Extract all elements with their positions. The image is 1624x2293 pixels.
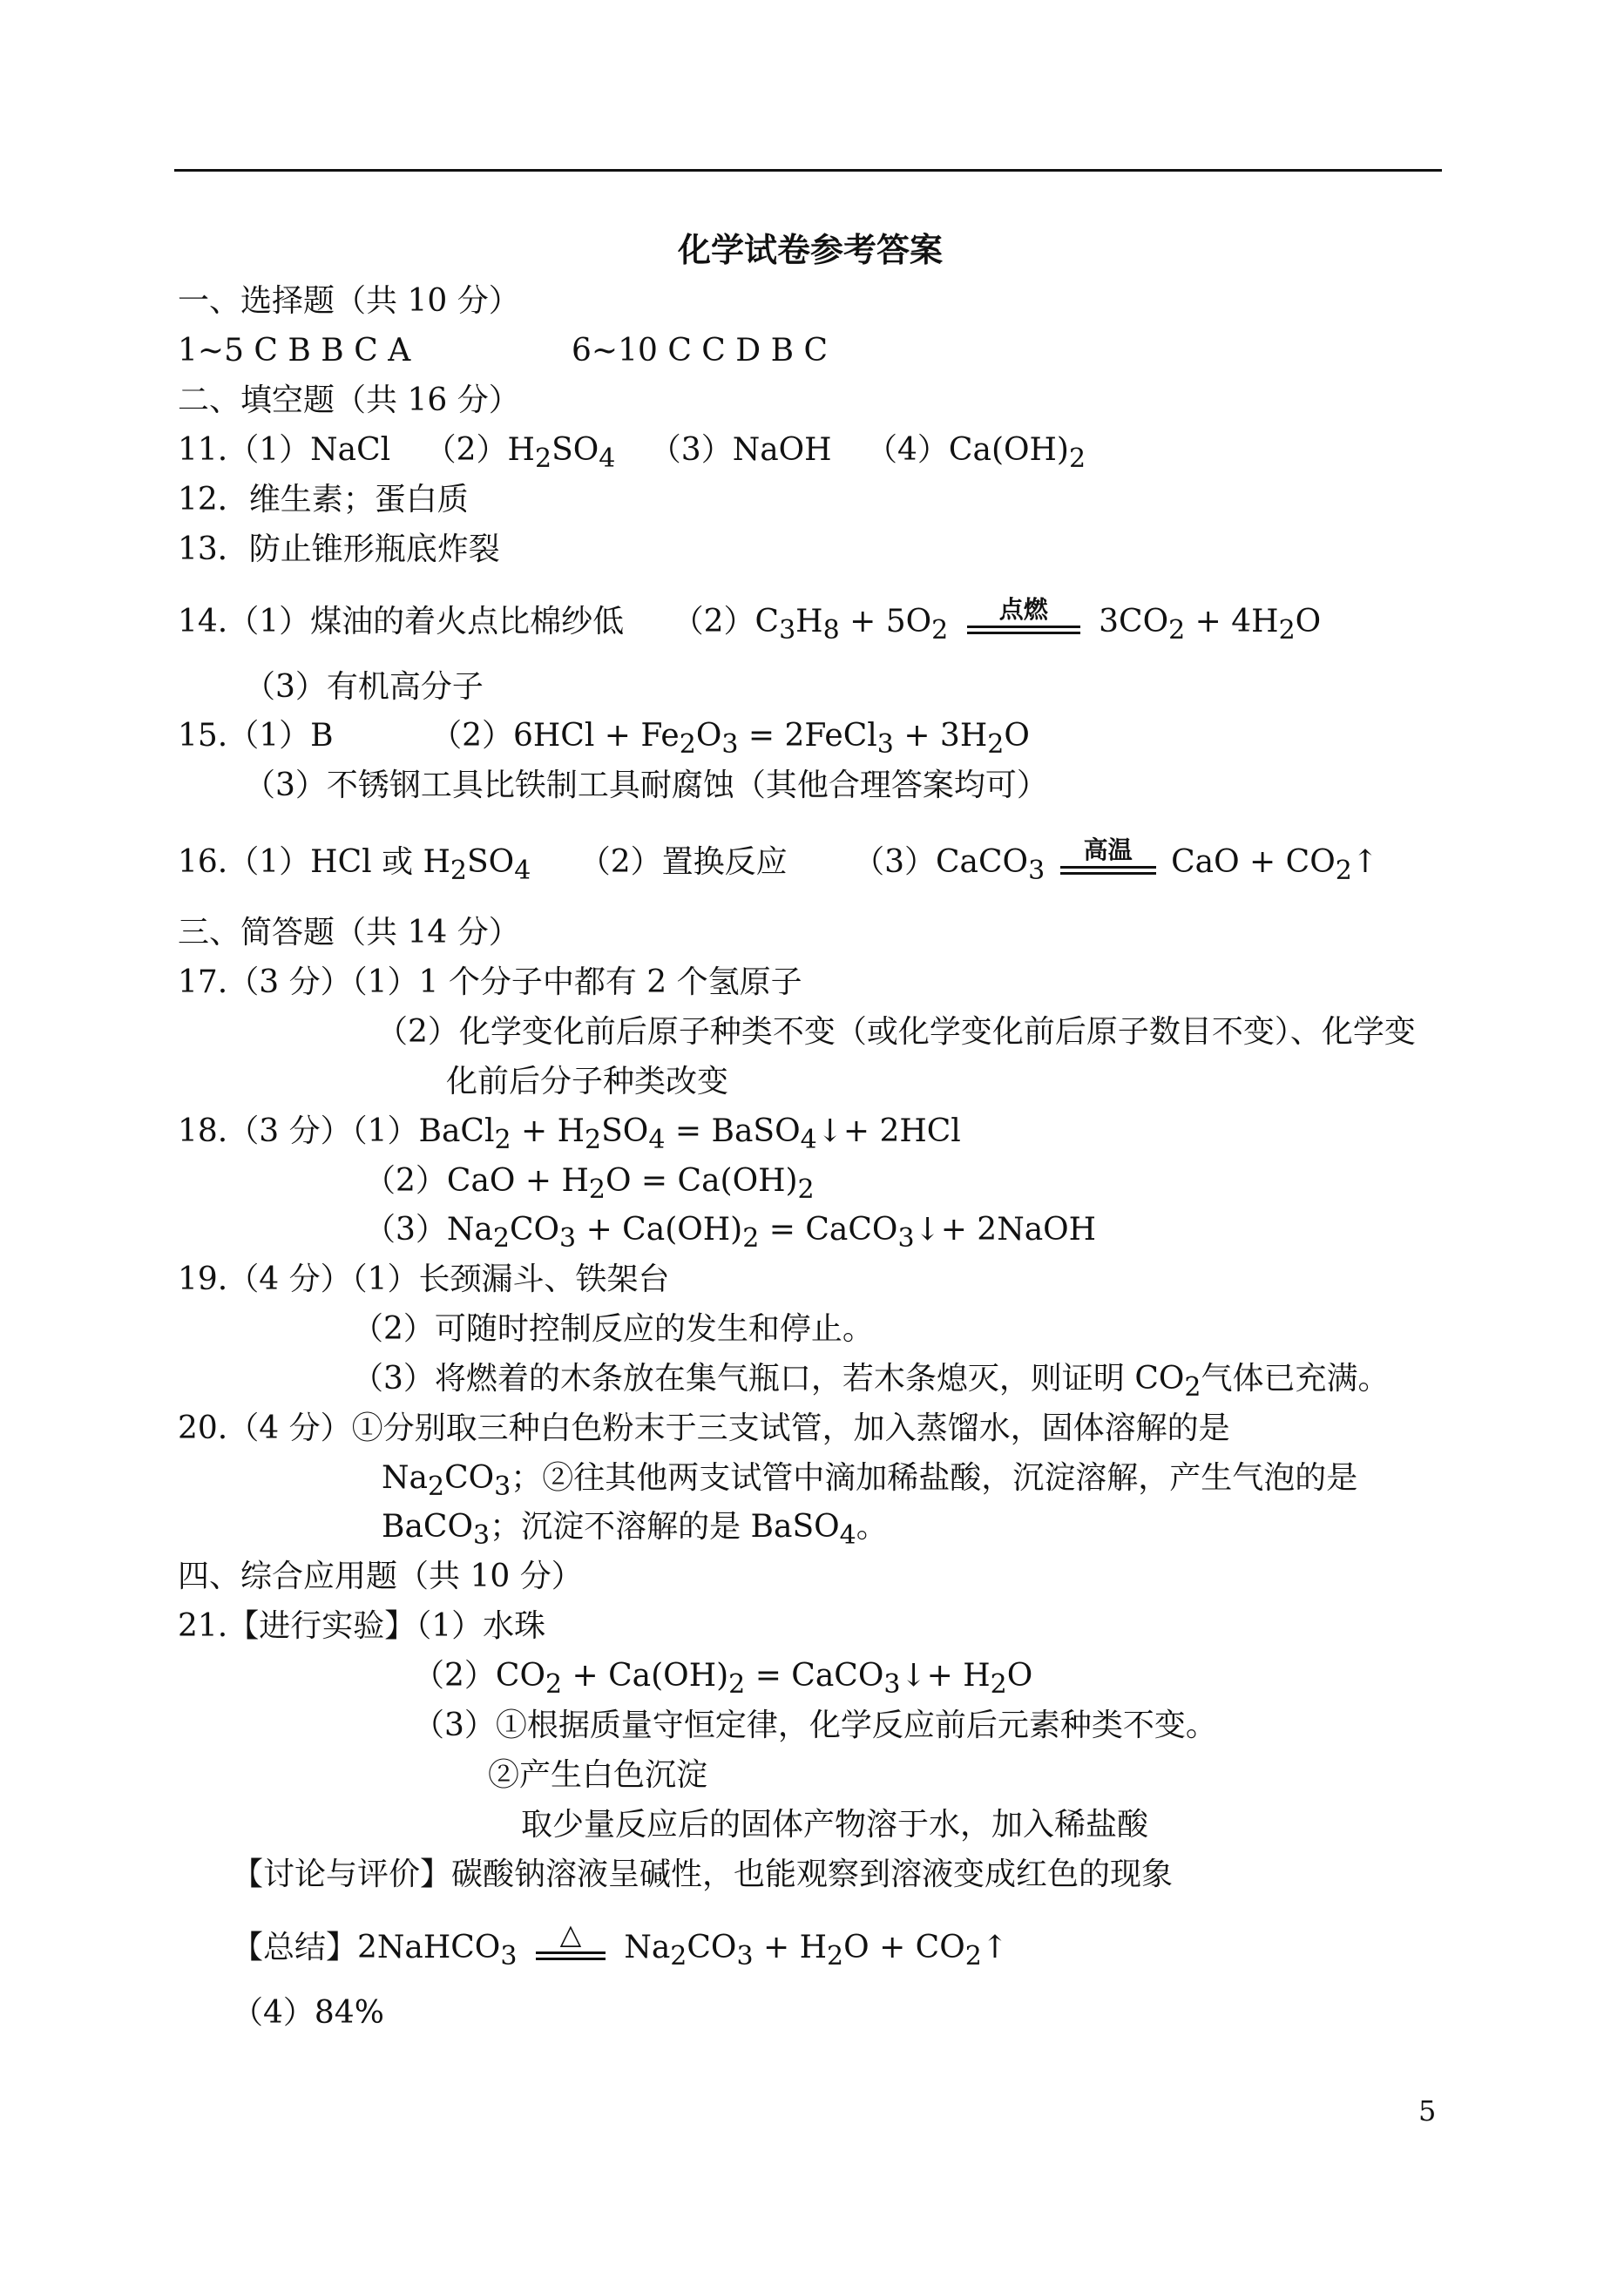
- choice-answers-1-5: 1~5 C B B C A: [178, 333, 411, 369]
- answer-21-3: （3）①根据质量守恒定律，化学反应前后元素种类不变。: [413, 1708, 1217, 1743]
- answer-20-3: BaCO$_3$；沉淀不溶解的是 BaSO$_4$。: [382, 1509, 888, 1552]
- choice-answers-6-10: 6~10 C C D B C: [572, 333, 829, 369]
- answer-21-discussion: 【讨论与评价】碳酸钠溶液呈碱性，也能观察到溶液变成红色的现象: [232, 1857, 1174, 1892]
- answer-18-2: $(2)CaO + H_2O = Ca(OH)_2$: [364, 1163, 815, 1206]
- answer-20-1: 20.（4 分）①分别取三种白色粉末于三支试管，加入蒸馏水，固体溶解的是: [178, 1410, 1230, 1446]
- header-rule: [174, 169, 1442, 172]
- page-number: 5: [1418, 2094, 1437, 2127]
- reaction-condition-high-temp: 高温: [1060, 845, 1156, 883]
- answer-15-3: （3）不锈钢工具比铁制工具耐腐蚀（其他合理答案均可）: [244, 768, 1048, 803]
- answer-14-3: （3）有机高分子: [244, 669, 484, 705]
- answer-18-1: 18.（3 分）（1）BaCl$_2$ + $H_2SO_4$ = BaSO$_4$↓+ 2HCl: [178, 1113, 961, 1156]
- answer-17-2-cont: 化前后分子种类改变: [446, 1064, 729, 1099]
- section-short-answer-title: 三、简答题（共 14 分）: [178, 915, 520, 950]
- answer-20-2: $Na_2CO_3$；②往其他两支试管中滴加稀盐酸，沉淀溶解，产生气泡的是: [382, 1460, 1358, 1503]
- section-choice-title: 一、选择题（共 10 分）: [178, 283, 520, 319]
- answer-13: 13．防止锥形瓶底炸裂: [178, 531, 500, 567]
- answer-16: 16.（1）HCl 或 $H_2SO_4$ （2）置换反应 （3）CaCO$_3$ 高温 CaO + $CO_2↑$: [178, 835, 1378, 887]
- answer-19-3: （3）将燃着的木条放在集气瓶口，若木条熄灭，则证明 $CO_2$气体已充满。: [352, 1361, 1390, 1404]
- answer-19-2: （2）可随时控制反应的发生和停止。: [352, 1311, 874, 1347]
- answer-12: 12．维生素；蛋白质: [178, 482, 469, 517]
- answer-14: 14.（1）煤油的着火点比棉纱低 $(2)C_3H_8 + 5O_2$ 点燃 $3CO_2 + 4H_2O$: [178, 595, 1322, 646]
- answer-21-4: （4）84%: [232, 1995, 384, 2031]
- answer-19-1: 19.（4 分）（1）长颈漏斗、铁架台: [178, 1261, 670, 1297]
- answer-21-3-2: ②产生白色沉淀: [488, 1757, 708, 1793]
- answer-21-1: 21.【进行实验】（1）水珠: [178, 1608, 546, 1644]
- section-comprehensive-title: 四、综合应用题（共 10 分）: [178, 1559, 583, 1594]
- answer-18-3: $(3)Na_2CO_3 + Ca(OH)_2$ = CaCO$_3$↓+ 2NaOH: [364, 1212, 1097, 1255]
- reaction-condition-heat: △: [536, 1931, 606, 1969]
- answer-17-1: 17.（3 分）（1）1 个分子中都有 2 个氢原子: [178, 964, 802, 1000]
- answer-17-2: （2）化学变化前后原子种类不变（或化学变化前后原子数目不变）、化学变: [376, 1014, 1416, 1050]
- reaction-condition-ignite: 点燃: [967, 605, 1080, 643]
- answer-21-summary: 【总结】2NaHCO$_3$ △ $Na_2CO_3 + H_2O$ + $CO_2↑$: [232, 1918, 1008, 1972]
- section-fill-title: 二、填空题（共 16 分）: [178, 382, 520, 418]
- page-title: 化学试卷参考答案: [678, 230, 944, 269]
- answer-15: 15.（1）B $(2)6HCl + Fe_2O_3$ = 2FeCl$_3$ + $3H_2O$: [178, 718, 1030, 761]
- answer-11: 11.（1）NaCl $(2)H_2SO_4$ （3）NaOH $(4)Ca(OH)_2$: [178, 432, 1086, 475]
- answer-21-3-3: 取少量反应后的固体产物溶于水，加入稀盐酸: [521, 1807, 1149, 1843]
- answer-21-2: $(2)CO_2 + Ca(OH)_2$ = CaCO$_3$↓+ $H_2O$: [413, 1658, 1033, 1701]
